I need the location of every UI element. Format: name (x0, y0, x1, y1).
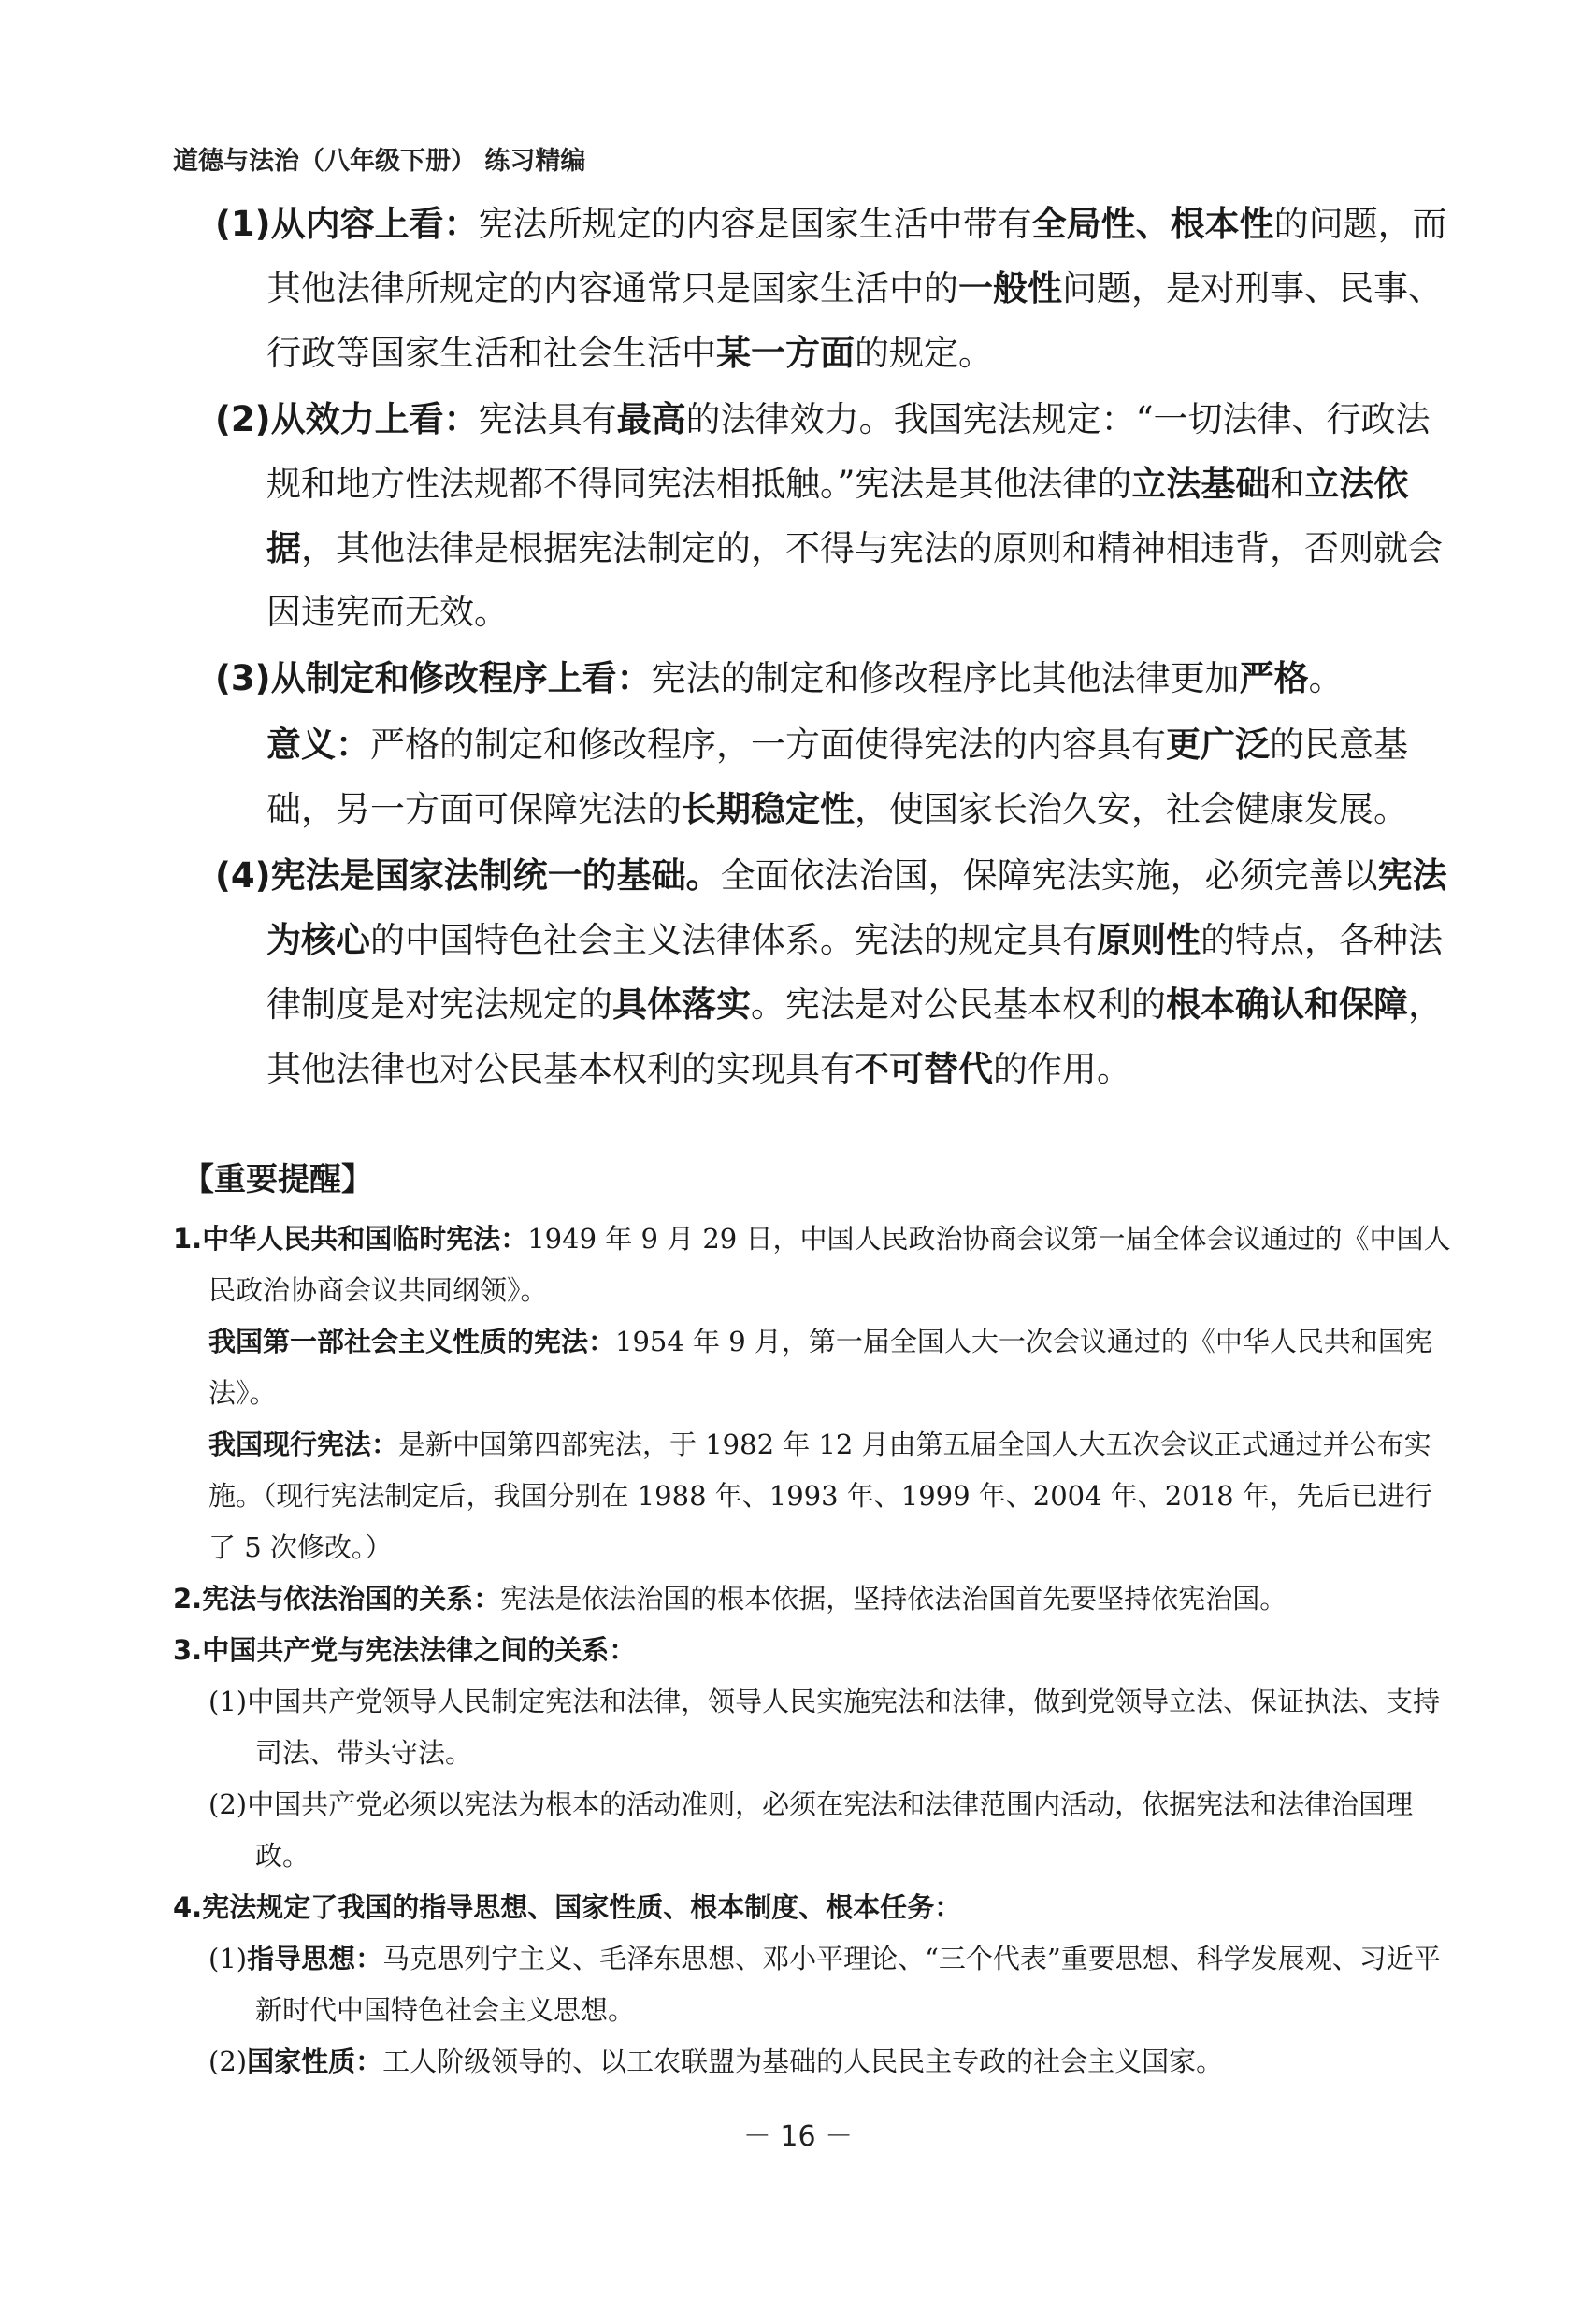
sub-number: (2) (208, 2046, 248, 2077)
point-heading: 从制定和修改程序上看： (270, 657, 652, 698)
point-number: (1) (215, 204, 271, 244)
item-text: 宪法是依法治国的根本依据，坚持依法治国首先要坚持依宪治国。 (500, 1583, 1287, 1615)
reminder-item-4 (173, 1882, 1459, 1933)
reminder-item-1 (173, 1213, 1459, 1316)
body-text: 的民意基础，另一方面可保障宪法的 (266, 725, 1408, 829)
item-heading: 中国共产党与宪法法律之间的关系： (202, 1634, 637, 1666)
item-heading: 我国第一部社会主义性质的宪法： (208, 1326, 616, 1357)
point-number: (2) (215, 399, 271, 439)
body-text: ，其他法律是根据宪法制定的，不得与宪法的原则和精神相违背，否则就会因违宪而无效。 (266, 528, 1443, 632)
item-heading: 我国现行宪法： (208, 1428, 399, 1460)
emphasis-text: 具体落实 (612, 983, 751, 1025)
point-number: (4) (215, 855, 271, 896)
body-text: 的法律效力。我国宪法规定：“一切法律、行政法规和地方性法规都不得同宪法相抵触。”宪法是其他法律的 (266, 399, 1431, 504)
item-text: 马克思列宁主义、毛泽东思想、邓小平理论、“三个代表”重要思想、科学发展观、习近平新时代中国特色社会主义思想。 (255, 1943, 1441, 2026)
item-text: 1949 年 9 月 29 日，中国人民政治协商会议第一届全体会议通过的《中国人民政治协商会议共同纲领》。 (208, 1223, 1451, 1306)
body-text: 的中国特色社会主义法律体系。宪法的规定具有 (370, 920, 1097, 960)
emphasis-text: 某一方面 (716, 332, 855, 373)
point-heading: 宪法是国家法制统一的基础。 (270, 854, 721, 896)
body-text: 严格的制定和修改程序，一方面使得宪法的内容具有 (370, 725, 1166, 765)
body-text: 和 (1270, 464, 1305, 504)
emphasis-text: 根本确认和保障 (1166, 983, 1408, 1025)
page-number: － 16 － (742, 2120, 854, 2153)
emphasis-text: 宪法为核心 (266, 854, 1447, 960)
body-text: 。宪法是对公民基本权利的 (751, 984, 1166, 1025)
emphasis-text: 立法基础 (1131, 463, 1271, 504)
sub-number: (1) (208, 1943, 248, 1974)
point-2 (215, 387, 1459, 644)
reminder-item-4-1 (173, 1933, 1459, 2036)
body-text: 的特点，各种法律制度是对宪法规定的 (266, 920, 1443, 1025)
body-text: 全面依法治国，保障宪法实施，必须完善以 (720, 855, 1378, 896)
reminder-item-3-1 (173, 1676, 1459, 1779)
reminder-item-4-2 (173, 2036, 1459, 2088)
body-text: 宪法所规定的内容是国家生活中带有 (478, 204, 1032, 244)
emphasis-text: 一般性 (958, 267, 1062, 309)
point-heading: 从内容上看： (270, 203, 479, 244)
emphasis-text: 立法依据 (266, 463, 1409, 568)
emphasis-text: 最高 (616, 398, 686, 439)
body-text: 问题，是对刑事、民事、行政等国家生活和社会生活中 (266, 268, 1443, 373)
item-number: 4. (173, 1891, 203, 1923)
sub-number: (2) (208, 1788, 248, 1820)
point-1 (215, 192, 1459, 385)
item-heading: 指导思想： (247, 1943, 383, 1974)
item-text: 1954 年 9 月，第一届全国人大一次会议通过的《中华人民共和国宪法》。 (208, 1326, 1432, 1409)
reminder-item-1-b (173, 1316, 1459, 1419)
item-number: 3. (173, 1634, 203, 1666)
emphasis-text: 更广泛 (1166, 724, 1270, 765)
body-text: 宪法具有 (478, 399, 617, 439)
main-content (215, 192, 1459, 1103)
sub-number: (1) (208, 1686, 248, 1717)
body-text: 宪法的制定和修改程序比其他法律更加 (651, 658, 1240, 698)
emphasis-text: 全局性、根本性 (1031, 203, 1274, 244)
item-text: 中国共产党领导人民制定宪法和法律，领导人民实施宪法和法律，做到党领导立法、保证执法、支持司法、带头守法。 (247, 1686, 1441, 1769)
emphasis-text: 原则性 (1097, 919, 1201, 960)
reminder-title: 【重要提醒】 (182, 1161, 373, 1199)
body-text: 的规定。 (855, 333, 993, 373)
emphasis-text: 严格 (1239, 657, 1309, 698)
item-number: 2. (173, 1583, 203, 1615)
reminder-item-1-c (173, 1419, 1459, 1573)
item-heading: 中华人民共和国临时宪法： (202, 1223, 528, 1255)
item-text: 中国共产党必须以宪法为根本的活动准则，必须在宪法和法律范围内活动，依据宪法和法律治国理政。 (247, 1788, 1414, 1872)
body-text: ，其他法律也对公民基本权利的实现具有 (266, 984, 1443, 1089)
significance-heading: 意义： (266, 724, 370, 765)
reminder-item-3-2 (173, 1779, 1459, 1882)
point-number: (3) (215, 658, 271, 698)
point-heading: 从效力上看： (270, 398, 479, 439)
point-4 (215, 843, 1459, 1101)
reminder-item-3 (173, 1625, 1459, 1676)
point-3 (215, 646, 1459, 711)
reminder-item-2 (173, 1573, 1459, 1625)
body-text: ，使国家长治久安，社会健康发展。 (855, 789, 1408, 829)
emphasis-text: 不可替代 (855, 1048, 993, 1089)
emphasis-text: 长期稳定性 (682, 788, 855, 829)
point-3-significance (215, 712, 1459, 841)
body-text: 。 (1308, 658, 1344, 698)
item-text: 工人阶级领导的、以工农联盟为基础的人民民主专政的社会主义国家。 (382, 2046, 1224, 2077)
item-number: 1. (173, 1223, 203, 1255)
item-heading: 宪法规定了我国的指导思想、国家性质、根本制度、根本任务： (202, 1891, 962, 1923)
item-text: 是新中国第四部宪法，于 1982 年 12 月由第五届全国人大五次会议正式通过并公布实施。（现行宪法制定后，我国分别在 1988 年、1993 年、1999 年、2004 年、2018 年，先后已进行了 5 次修改。） (208, 1428, 1432, 1563)
item-heading: 国家性质： (247, 2046, 383, 2077)
reminder-section (173, 1155, 1459, 2088)
body-text: 的问题，而其他法律所规定的内容通常只是国家生活中的 (266, 204, 1447, 309)
body-text: 的作用。 (993, 1049, 1131, 1089)
running-header: 道德与法治（八年级下册） 练习精编 (173, 147, 586, 176)
item-heading: 宪法与依法治国的关系： (202, 1583, 501, 1615)
